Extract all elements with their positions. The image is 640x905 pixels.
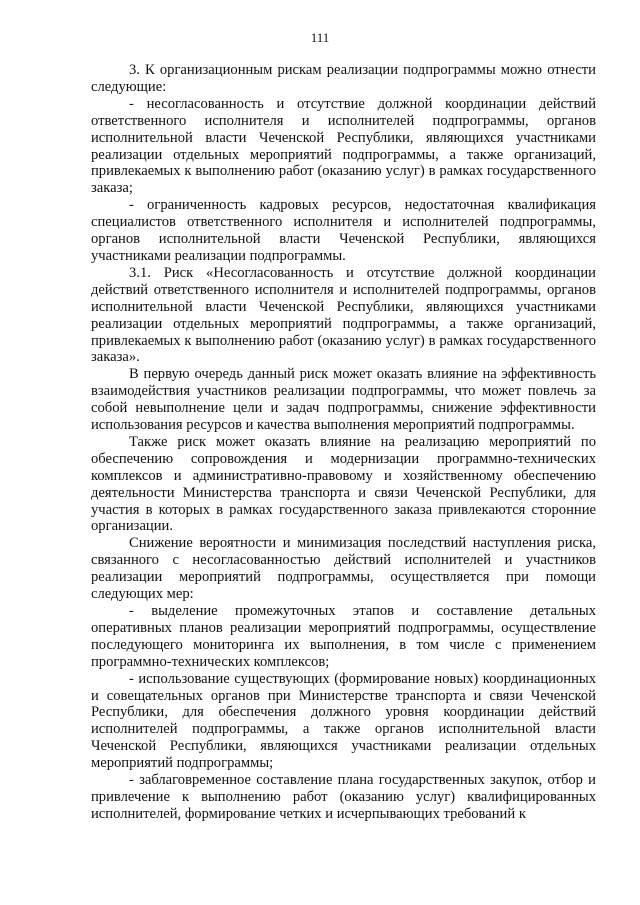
paragraph-risk-effect: В первую очередь данный риск может оказать влияние на эффективность взаимодействия участников реализации подпрограммы, что может повлечь за собой невыполнение цели и задач подпрограммы, снижение эффективности использования ресурсов и качества выполнения мероприятий подпрограммы. xyxy=(91,366,596,434)
paragraph-measure-bodies: - использование существующих (формирование новых) координационных и совещательных органов при Министерстве транспорта и связи Чеченской Республики, для обеспечения должного уровня координации действий исполнителей подпрограммы, а также органов исполнительной власти Чеченской Республики, являющихся участниками реализации отдельных мероприятий подпрограммы; xyxy=(91,670,596,772)
paragraph-measure-stages: - выделение промежуточных этапов и составление детальных оперативных планов реализации мероприятий подпрограммы, осуществление последующего мониторинга их выполнения, в том числе с применением программно-технических комплексов; xyxy=(91,603,596,670)
paragraph-risk-inconsistency: - несогласованность и отсутствие должной координации действий ответственного исполнителя и исполнителей подпрограммы, органов исполнительной власти Чеченской Республики, являющихся участниками реализации отдельных мероприятий подпрограммы, а также организаций, привлекаемых к выполнению работ (оказанию услуг) в рамках государственного заказа; xyxy=(91,95,596,197)
paragraph-risk-impact: Также риск может оказать влияние на реализацию мероприятий по обеспечению сопровождения и модернизации программно-технических комплексов и административно-правовому и хозяйственному обеспечению деятельности Министерства транспорта и связи Чеченской Республики, для участия в которых в рамках государственного заказа привлекаются сторонние организации. xyxy=(91,433,596,535)
paragraph-measure-procurement: - заблаговременное составление плана государственных закупок, отбор и привлечение к выполнению работ (оказанию услуг) квалифицированных исполнителей, формирование четких и исчерпывающих требований к xyxy=(91,772,596,822)
paragraph-org-risks-intro: 3. К организационным рискам реализации подпрограммы можно отнести следующие: xyxy=(91,62,596,95)
paragraph-mitigation-intro: Снижение вероятности и минимизация последствий наступления риска, связанного с несогласованностью действий исполнителей и участников реализации мероприятий подпрограммы, осуществляется при помощи следующих мер: xyxy=(91,535,596,603)
paragraph-risk-3-1: 3.1. Риск «Несогласованность и отсутствие должной координации действий ответственного исполнителя и исполнителей подпрограммы, органов исполнительной власти Чеченской Республики, являющихся участниками реализации отдельных мероприятий подпрограммы, а также организаций, привлекаемых к выполнению работ (оказанию услуг) в рамках государственного заказа». xyxy=(91,264,596,366)
paragraph-risk-staff: - ограниченность кадровых ресурсов, недостаточная квалификация специалистов ответственного исполнителя и исполнителей подпрограммы, органов исполнительной власти Чеченской Республики, являющихся участниками реализации подпрограммы. xyxy=(91,197,596,264)
page-number: 111 xyxy=(310,30,330,45)
document-body xyxy=(91,62,596,823)
